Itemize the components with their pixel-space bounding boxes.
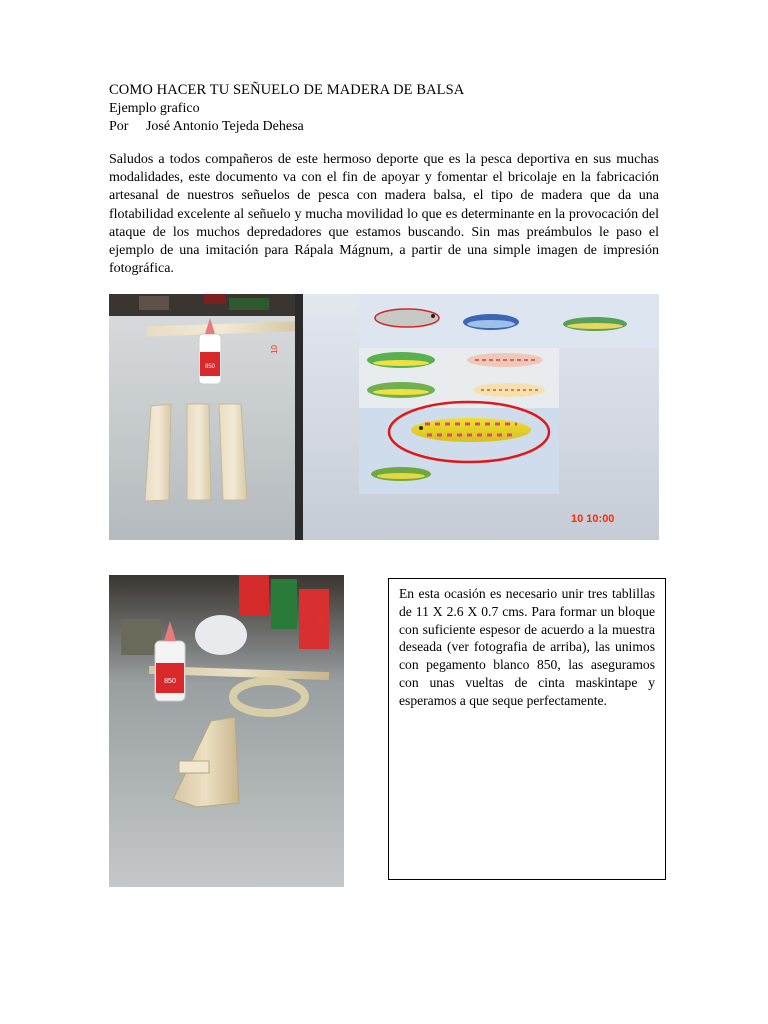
date-stamp: 10: [270, 345, 279, 354]
document-subtitle: Ejemplo grafico: [109, 101, 200, 116]
photo-balsa-strips-image: [109, 294, 295, 540]
lure-image-highlighted: [411, 418, 531, 442]
lure-image: [371, 467, 431, 481]
lure-image: [463, 314, 519, 330]
author-prefix: Por: [109, 119, 129, 134]
author-line: [109, 118, 304, 136]
photo-lure-sheet-image: [295, 294, 659, 540]
balsa-strip: [187, 404, 211, 500]
document-title: COMO HACER TU SEÑUELO DE MADERA DE BALSA: [109, 82, 465, 98]
photo-balsa-strips: [109, 294, 295, 540]
lure-image: [367, 352, 435, 368]
photo-glued-block-image: [109, 575, 344, 887]
lure-image: [473, 383, 545, 397]
lure-image: [375, 309, 439, 327]
photo-glued-block: [109, 575, 344, 887]
lure-image: [367, 382, 435, 398]
photo-lure-sheet: [295, 294, 659, 540]
date-stamp: 55: [316, 616, 325, 625]
lure-image: [563, 317, 627, 331]
author-name: José Antonio Tejeda Dehesa: [145, 119, 304, 134]
photo-timestamp: 10 10:00: [571, 513, 615, 525]
lure-image: [467, 353, 543, 367]
intro-paragraph: Saludos a todos compañeros de este hermoso deporte que es la pesca deportiva en sus muchas modalidades, este documento va con el fin de apoyar y fomentar el bricolaje en la fabricación artesanal de nuestros señuelos de pesca con madera balsa, el tipo de madera que da una flotabilidad excelente al señuelo y mucha movilidad lo que es determinante en la provocación del ataque de los muchos depredadores que estamos buscando. Sin mas preámbulos le paso el ejemplo de una imitación para Rápala Mágnum, a partir de una simple imagen de impresión fotográfica.: [109, 152, 659, 277]
glue-label-text: 850: [204, 364, 216, 370]
caption-text: En esta ocasión es necesario unir tres tablillas de 11 X 2.6 X 0.7 cms. Para formar un bloque con suficiente espesor de acuerdo a la muestra deseada (ver fotografia de arriba), las unimos con pegamento blanco 850, las aseguramos con unas vueltas de cinta maskintape y esperamos a que seque perfectamente.: [399, 586, 655, 708]
caption-box: [388, 578, 666, 880]
glue-label-text: 850: [164, 678, 176, 685]
